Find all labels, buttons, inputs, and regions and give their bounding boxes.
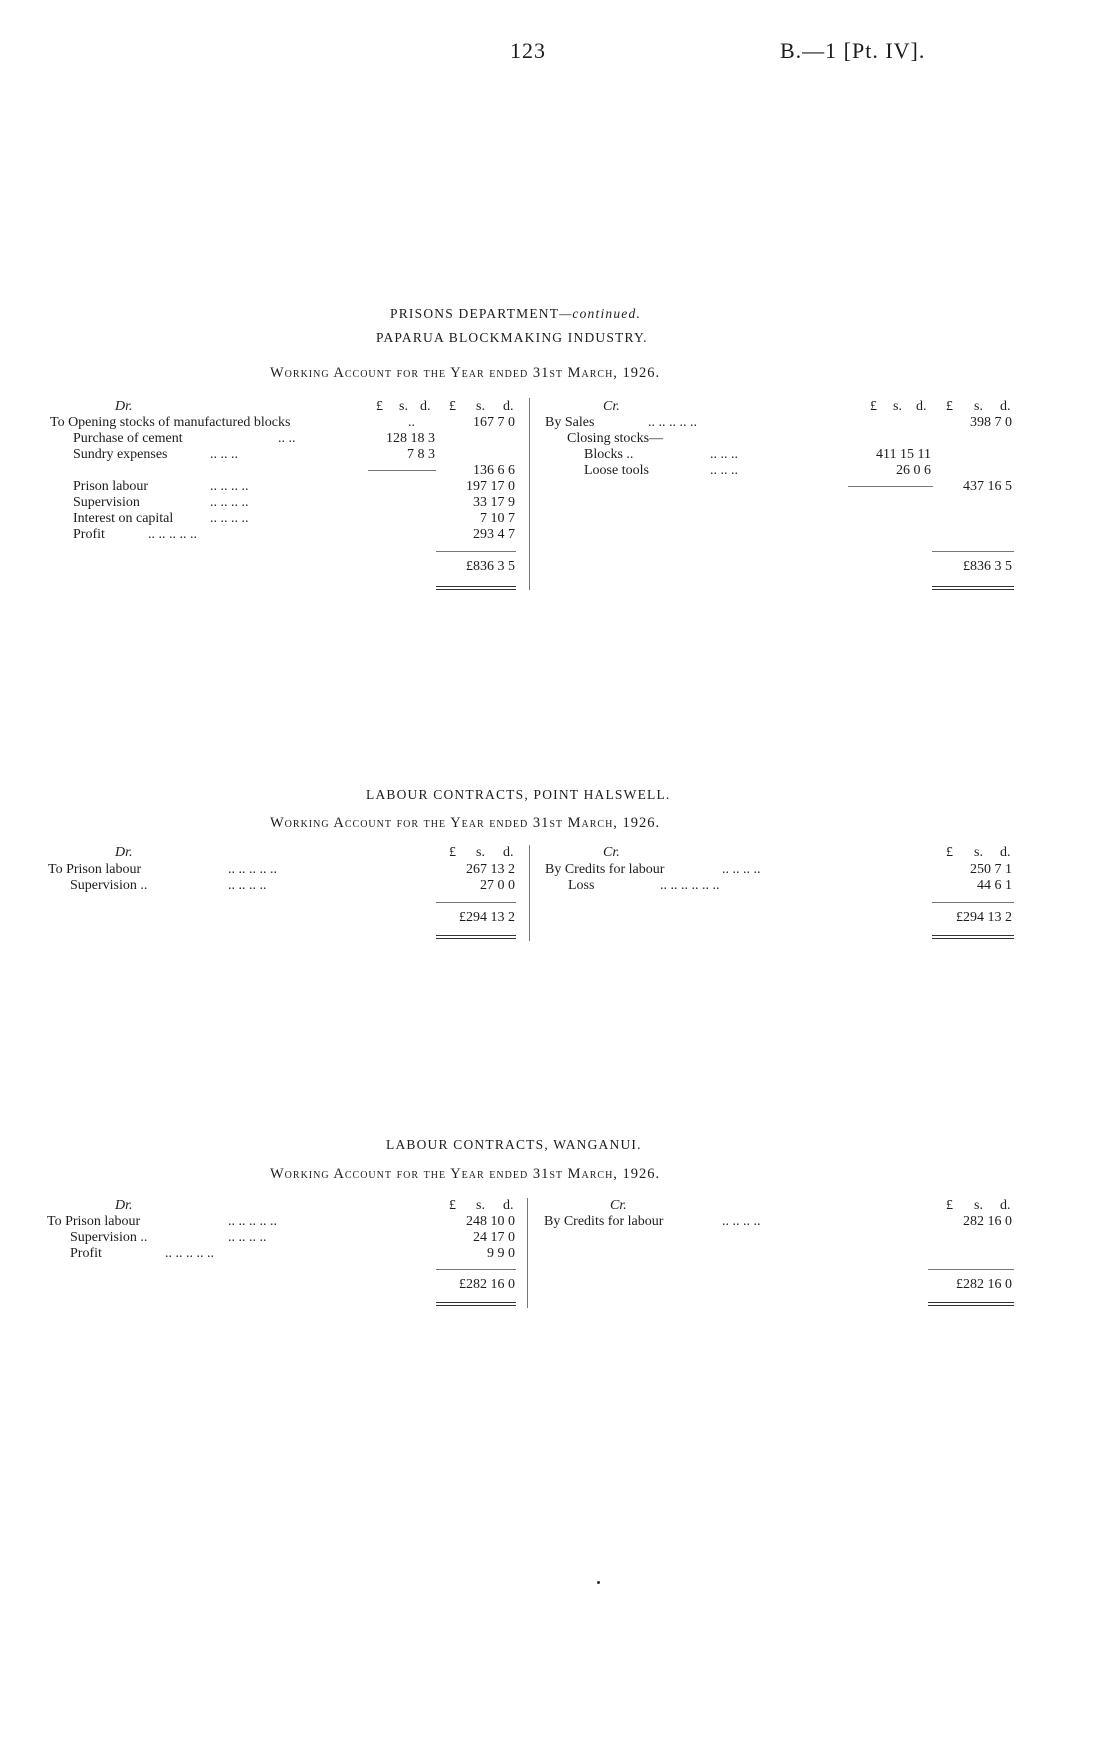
total-rule (436, 551, 516, 552)
debit-row-label: To Prison labour (47, 1214, 141, 1229)
debit-subtotal: 136 6 6 (473, 463, 515, 478)
debit-col-pounds: £ (449, 1198, 456, 1213)
leader-dots: .. .. .. .. (210, 495, 249, 510)
debit-col-shillings: s. (399, 399, 408, 414)
debit-col-pounds: £ (376, 399, 383, 414)
section-subtitle: Working Account for the Year ended 31st March, 1926. (270, 1166, 661, 1182)
credit-col-pence: d. (1000, 845, 1011, 860)
credit-col-shillings: s. (974, 1198, 983, 1213)
total-rule (932, 902, 1014, 903)
leader-dots: .. .. .. .. .. (648, 415, 697, 430)
debit-inner-amount: 7 8 3 (407, 447, 435, 462)
subtotal-rule (368, 470, 436, 471)
total-rule (436, 1269, 516, 1270)
credit-col-shillings: s. (974, 845, 983, 860)
total-double-rule (932, 586, 1014, 590)
credit-col-pence: d. (1000, 399, 1011, 414)
debit-label: Dr. (115, 845, 133, 860)
total-double-rule (436, 586, 516, 590)
debit-total: £282 16 0 (459, 1277, 515, 1292)
credit-label: Cr. (610, 1198, 627, 1213)
leader-dots: .. .. .. .. .. (228, 862, 277, 877)
leader-dots: .. (408, 415, 415, 430)
leader-dots: .. .. .. .. .. (148, 527, 197, 542)
debit-row-label: Sundry expenses (73, 447, 168, 462)
column-divider (527, 1198, 528, 1308)
debit-amount: 24 17 0 (473, 1230, 515, 1245)
credit-row-label: Loss (568, 878, 595, 893)
leader-dots: .. .. .. (210, 447, 238, 462)
debit-total: £294 13 2 (459, 910, 515, 925)
department-suffix: —continued. (559, 306, 642, 321)
debit-row-label: Profit (70, 1246, 102, 1261)
credit-col-pence: d. (916, 399, 927, 414)
debit-row-label: Supervision .. (70, 878, 148, 893)
section-subtitle: Working Account for the Year ended 31st March, 1926. (270, 815, 661, 831)
debit-col-pence: d. (503, 845, 514, 860)
total-double-rule (436, 1302, 516, 1306)
debit-row-label: Supervision (73, 495, 140, 510)
credit-amount: 250 7 1 (970, 862, 1012, 877)
debit-row-label: Prison labour (73, 479, 149, 494)
debit-col-pence: d. (503, 1198, 514, 1213)
total-double-rule (928, 1302, 1014, 1306)
leader-dots: .. .. .. .. .. (228, 1214, 277, 1229)
leader-dots: .. .. .. (710, 463, 738, 478)
credit-total: £836 3 5 (963, 559, 1012, 574)
credit-col-pounds: £ (946, 399, 953, 414)
leader-dots: .. .. .. (710, 447, 738, 462)
leader-dots: .. .. .. .. (210, 479, 249, 494)
department-name: PRISONS DEPARTMENT (390, 306, 560, 321)
total-rule (932, 551, 1014, 552)
leader-dots: .. .. .. .. .. .. (660, 878, 720, 893)
credit-col-pounds: £ (946, 1198, 953, 1213)
total-double-rule (436, 935, 516, 939)
debit-row-label: To Prison labour (48, 862, 142, 877)
credit-row-label: Loose tools (584, 463, 649, 478)
debit-amount: 167 7 0 (473, 415, 515, 430)
credit-label: Cr. (603, 399, 620, 414)
credit-col-shillings: s. (893, 399, 902, 414)
debit-col-shillings: s. (476, 1198, 485, 1213)
leader-dots: .. .. .. .. (228, 1230, 267, 1245)
debit-amount: 293 4 7 (473, 527, 515, 542)
print-speck (597, 1581, 600, 1584)
credit-row-label: Blocks .. (584, 447, 634, 462)
credit-amount: 44 6 1 (977, 878, 1012, 893)
leader-dots: .. .. .. .. (228, 878, 267, 893)
credit-amount: 282 16 0 (963, 1214, 1012, 1229)
total-rule (928, 1269, 1014, 1270)
column-divider (529, 845, 530, 941)
page-number: 123 (510, 38, 546, 63)
page-reference: B.—1 [Pt. IV]. (780, 38, 926, 63)
credit-col-pounds: £ (870, 399, 877, 414)
total-double-rule (932, 935, 1014, 939)
debit-amount: 248 10 0 (466, 1214, 515, 1229)
debit-amount: 267 13 2 (466, 862, 515, 877)
section-title: PAPARUA BLOCKMAKING INDUSTRY. (376, 330, 648, 345)
debit-amount: 9 9 0 (487, 1246, 515, 1261)
credit-col-pence: d. (1000, 1198, 1011, 1213)
debit-col-pounds: £ (449, 845, 456, 860)
leader-dots: .. .. (278, 431, 296, 446)
debit-amount: 197 17 0 (466, 479, 515, 494)
debit-amount: 7 10 7 (480, 511, 515, 526)
debit-amount: 27 0 0 (480, 878, 515, 893)
debit-col-pounds: £ (449, 399, 456, 414)
debit-row-label: Profit (73, 527, 105, 542)
debit-col-shillings: s. (476, 399, 485, 414)
credit-total: £294 13 2 (956, 910, 1012, 925)
credit-label: Cr. (603, 845, 620, 860)
debit-inner-amount: 128 18 3 (386, 431, 435, 446)
section-title: LABOUR CONTRACTS, WANGANUI. (386, 1137, 642, 1152)
debit-row-label: Supervision .. (70, 1230, 148, 1245)
leader-dots: .. .. .. .. (210, 511, 249, 526)
debit-total: £836 3 5 (466, 559, 515, 574)
debit-col-pence: d. (503, 399, 514, 414)
total-rule (436, 902, 516, 903)
debit-col-shillings: s. (476, 845, 485, 860)
debit-label: Dr. (115, 399, 133, 414)
credit-inner-amount: 411 15 11 (876, 447, 931, 462)
subtotal-rule (848, 486, 933, 487)
debit-row-label: Interest on capital (73, 511, 174, 526)
credit-total: £282 16 0 (956, 1277, 1012, 1292)
leader-dots: .. .. .. .. .. (165, 1246, 214, 1261)
leader-dots: .. .. .. .. (722, 1214, 761, 1229)
debit-col-pence: d. (420, 399, 431, 414)
section-title: LABOUR CONTRACTS, POINT HALSWELL. (366, 787, 671, 802)
column-divider (529, 398, 530, 590)
debit-amount: 33 17 9 (473, 495, 515, 510)
credit-subtotal: 437 16 5 (963, 479, 1012, 494)
debit-label: Dr. (115, 1198, 133, 1213)
section-subtitle: Working Account for the Year ended 31st March, 1926. (270, 365, 661, 381)
credit-amount: 398 7 0 (970, 415, 1012, 430)
debit-row-label: To Opening stocks of manufactured blocks (50, 415, 291, 430)
department-heading (390, 306, 641, 322)
credit-row-label: Closing stocks— (567, 431, 664, 446)
debit-row-label: Purchase of cement (73, 431, 183, 446)
leader-dots: .. .. .. .. (722, 862, 761, 877)
credit-row-label: By Credits for labour (544, 1214, 664, 1229)
credit-row-label: By Sales (545, 415, 595, 430)
credit-row-label: By Credits for labour (545, 862, 665, 877)
credit-col-pounds: £ (946, 845, 953, 860)
credit-inner-amount: 26 0 6 (896, 463, 931, 478)
credit-col-shillings: s. (974, 399, 983, 414)
